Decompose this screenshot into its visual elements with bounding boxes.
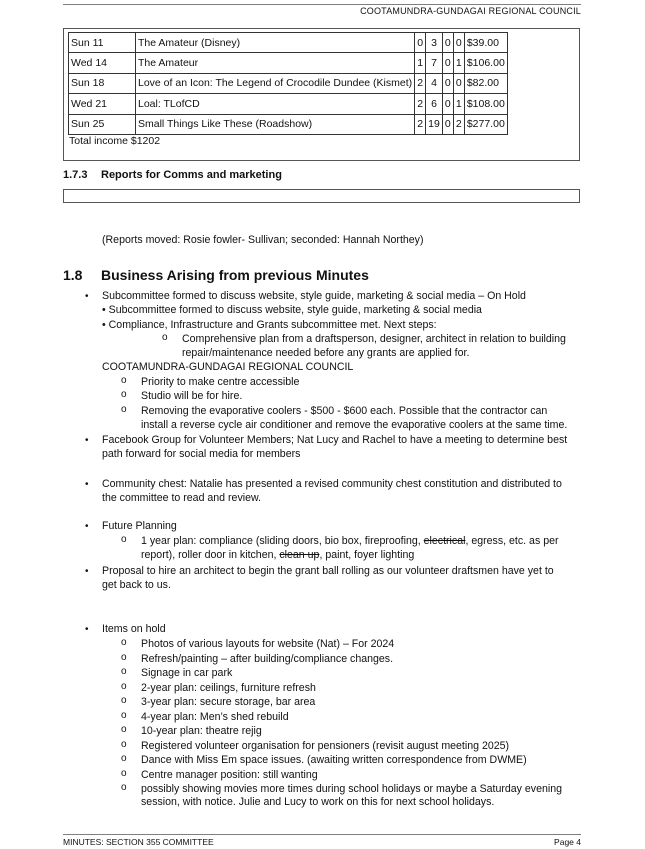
- table-cell: 0: [442, 94, 453, 114]
- circle-bullet-icon: o: [121, 709, 127, 721]
- circle-bullet-icon: o: [121, 767, 127, 779]
- list-item: 10-year plan: theatre rejig: [141, 725, 262, 737]
- list-item: repair/maintenance needed before any grants are applied for.: [182, 347, 470, 359]
- table-cell: 4: [426, 73, 443, 93]
- circle-bullet-icon: o: [121, 738, 127, 750]
- comms-report-box: [63, 189, 580, 203]
- table-cell: 6: [426, 94, 443, 114]
- table-cell: 0: [442, 114, 453, 134]
- table-cell: Sun 11: [69, 33, 136, 53]
- table-cell: 0: [442, 33, 453, 53]
- table-cell: $106.00: [464, 53, 507, 73]
- circle-bullet-icon: o: [121, 651, 127, 663]
- list-item: Dance with Miss Em space issues. (awaiting written correspondence from DWME): [141, 754, 527, 766]
- list-item: session, with notice. Julie and Lucy to work on this for next school holidays.: [141, 796, 495, 808]
- table-row: [69, 73, 508, 93]
- circle-bullet-icon: o: [121, 753, 127, 764]
- bullet-icon: •: [85, 479, 89, 490]
- table-cell: 0: [453, 73, 464, 93]
- films-table: [68, 32, 508, 135]
- list-item: 4-year plan: Men’s shed rebuild: [141, 710, 289, 723]
- circle-bullet-icon: o: [121, 404, 127, 415]
- table-row: [69, 53, 508, 73]
- circle-bullet-icon: o: [121, 637, 127, 648]
- table-cell: 2: [415, 114, 426, 134]
- table-cell: 2: [415, 94, 426, 114]
- table-cell: 19: [426, 114, 443, 134]
- list-item: the committee to read and review.: [102, 492, 261, 504]
- table-row: [69, 94, 508, 114]
- section-heading-173: 1.7.3 Reports for Comms and marketing: [63, 169, 282, 181]
- list-item: report), roller door in kitchen, clean up, paint, foyer lighting: [141, 549, 415, 561]
- table-cell: 2: [415, 73, 426, 93]
- table-cell: $39.00: [464, 33, 507, 53]
- list-item: Priority to make centre accessible: [141, 376, 300, 388]
- list-item: • Compliance, Infrastructure and Grants subcommittee met. Next steps:: [102, 319, 437, 331]
- circle-bullet-icon: o: [121, 695, 127, 706]
- bullet-icon: •: [85, 521, 89, 532]
- table-cell: Loal: TLofCD: [136, 94, 415, 114]
- bullet-icon: •: [85, 566, 89, 577]
- list-item: Studio will be for hire.: [141, 390, 243, 402]
- table-row: [69, 114, 508, 134]
- bullet-icon: •: [85, 435, 89, 446]
- list-item: Removing the evaporative coolers - $500 - $600 each. Possible that the contractor can: [141, 405, 548, 417]
- section-heading-18: 1.8 Business Arising from previous Minutes: [63, 267, 369, 283]
- table-cell: $82.00: [464, 73, 507, 93]
- list-item: Facebook Group for Volunteer Members; Nat Lucy and Rachel to have a meeting to determine best: [102, 434, 568, 446]
- list-item: Comprehensive plan from a draftsperson, designer, architect in relation to building: [182, 333, 566, 345]
- list-item: path forward for social media for members: [102, 448, 301, 460]
- table-cell: 1: [415, 53, 426, 73]
- circle-bullet-icon: o: [121, 534, 127, 545]
- table-cell: 3: [426, 33, 443, 53]
- list-item: Items on hold: [102, 623, 166, 635]
- list-item: • Subcommittee formed to discuss website, style guide, marketing & social media: [102, 304, 482, 316]
- table-row: [69, 33, 508, 53]
- list-item: Proposal to hire an architect to begin the grant ball rolling as our volunteer draftsmen have yet to: [102, 565, 554, 577]
- footer-rule: [63, 834, 581, 835]
- list-item: install a reverse cycle air conditioner and remove the evaporative coolers at the same time.: [141, 419, 568, 431]
- list-item: Photos of various layouts for website (Nat) – For 2024: [141, 638, 395, 650]
- table-cell: 0: [453, 33, 464, 53]
- list-item: get back to us.: [102, 579, 171, 591]
- list-item: 2-year plan: ceilings, furniture refresh: [141, 681, 316, 694]
- table-cell: Sun 18: [69, 73, 136, 93]
- header-org: COOTAMUNDRA-GUNDAGAI REGIONAL COUNCIL: [360, 6, 581, 16]
- table-cell: Small Things Like These (Roadshow): [136, 114, 415, 134]
- table-cell: $277.00: [464, 114, 507, 134]
- table-cell: 0: [442, 73, 453, 93]
- list-item: Registered volunteer organisation for pensioners (revisit august meeting 2025): [141, 739, 510, 752]
- table-cell: Wed 21: [69, 94, 136, 114]
- circle-bullet-icon: o: [121, 680, 127, 692]
- table-cell: Sun 25: [69, 114, 136, 134]
- table-cell: 0: [415, 33, 426, 53]
- list-item: COOTAMUNDRA-GUNDAGAI REGIONAL COUNCIL: [102, 361, 354, 373]
- list-item: Community chest: Natalie has presented a revised community chest constitution and distributed to: [102, 478, 562, 490]
- table-cell: $108.00: [464, 94, 507, 114]
- table-cell: 0: [442, 53, 453, 73]
- list-item: Centre manager position: still wanting: [141, 768, 318, 781]
- table-cell: 1: [453, 53, 464, 73]
- reports-moved: (Reports moved: Rosie fowler- Sullivan; seconded: Hannah Northey): [102, 234, 424, 246]
- page-number: Page 4: [554, 837, 581, 847]
- circle-bullet-icon: o: [121, 724, 127, 735]
- table-cell: 1: [453, 94, 464, 114]
- list-item: Signage in car park: [141, 667, 233, 679]
- bullet-icon: •: [85, 624, 89, 635]
- header-rule: [63, 4, 581, 5]
- total-income: Total income $1202: [69, 135, 161, 147]
- table-cell: The Amateur (Disney): [136, 33, 415, 53]
- bullet-icon: •: [85, 291, 89, 302]
- footer-left: MINUTES: SECTION 355 COMMITTEE: [63, 837, 214, 847]
- list-item: possibly showing movies more times during school holidays or maybe a Saturday evening: [141, 783, 563, 795]
- list-item: Subcommittee formed to discuss website, style guide, marketing & social media – On Hold: [102, 290, 526, 302]
- circle-bullet-icon: o: [121, 389, 127, 400]
- table-cell: The Amateur: [136, 53, 415, 73]
- table-cell: 7: [426, 53, 443, 73]
- circle-bullet-icon: o: [121, 375, 127, 386]
- list-item: 3-year plan: secure storage, bar area: [141, 696, 316, 708]
- list-item: Refresh/painting – after building/compliance changes.: [141, 652, 394, 665]
- table-cell: 2: [453, 114, 464, 134]
- table-cell: Love of an Icon: The Legend of Crocodile Dundee (Kismet): [136, 73, 415, 93]
- circle-bullet-icon: o: [121, 782, 127, 793]
- table-cell: Wed 14: [69, 53, 136, 73]
- circle-bullet-icon: o: [121, 666, 127, 677]
- circle-bullet-icon: o: [162, 332, 168, 343]
- list-item: Future Planning: [102, 520, 177, 532]
- list-item: 1 year plan: compliance (sliding doors, bio box, fireproofing, electrical, egress, etc. as per: [141, 535, 559, 547]
